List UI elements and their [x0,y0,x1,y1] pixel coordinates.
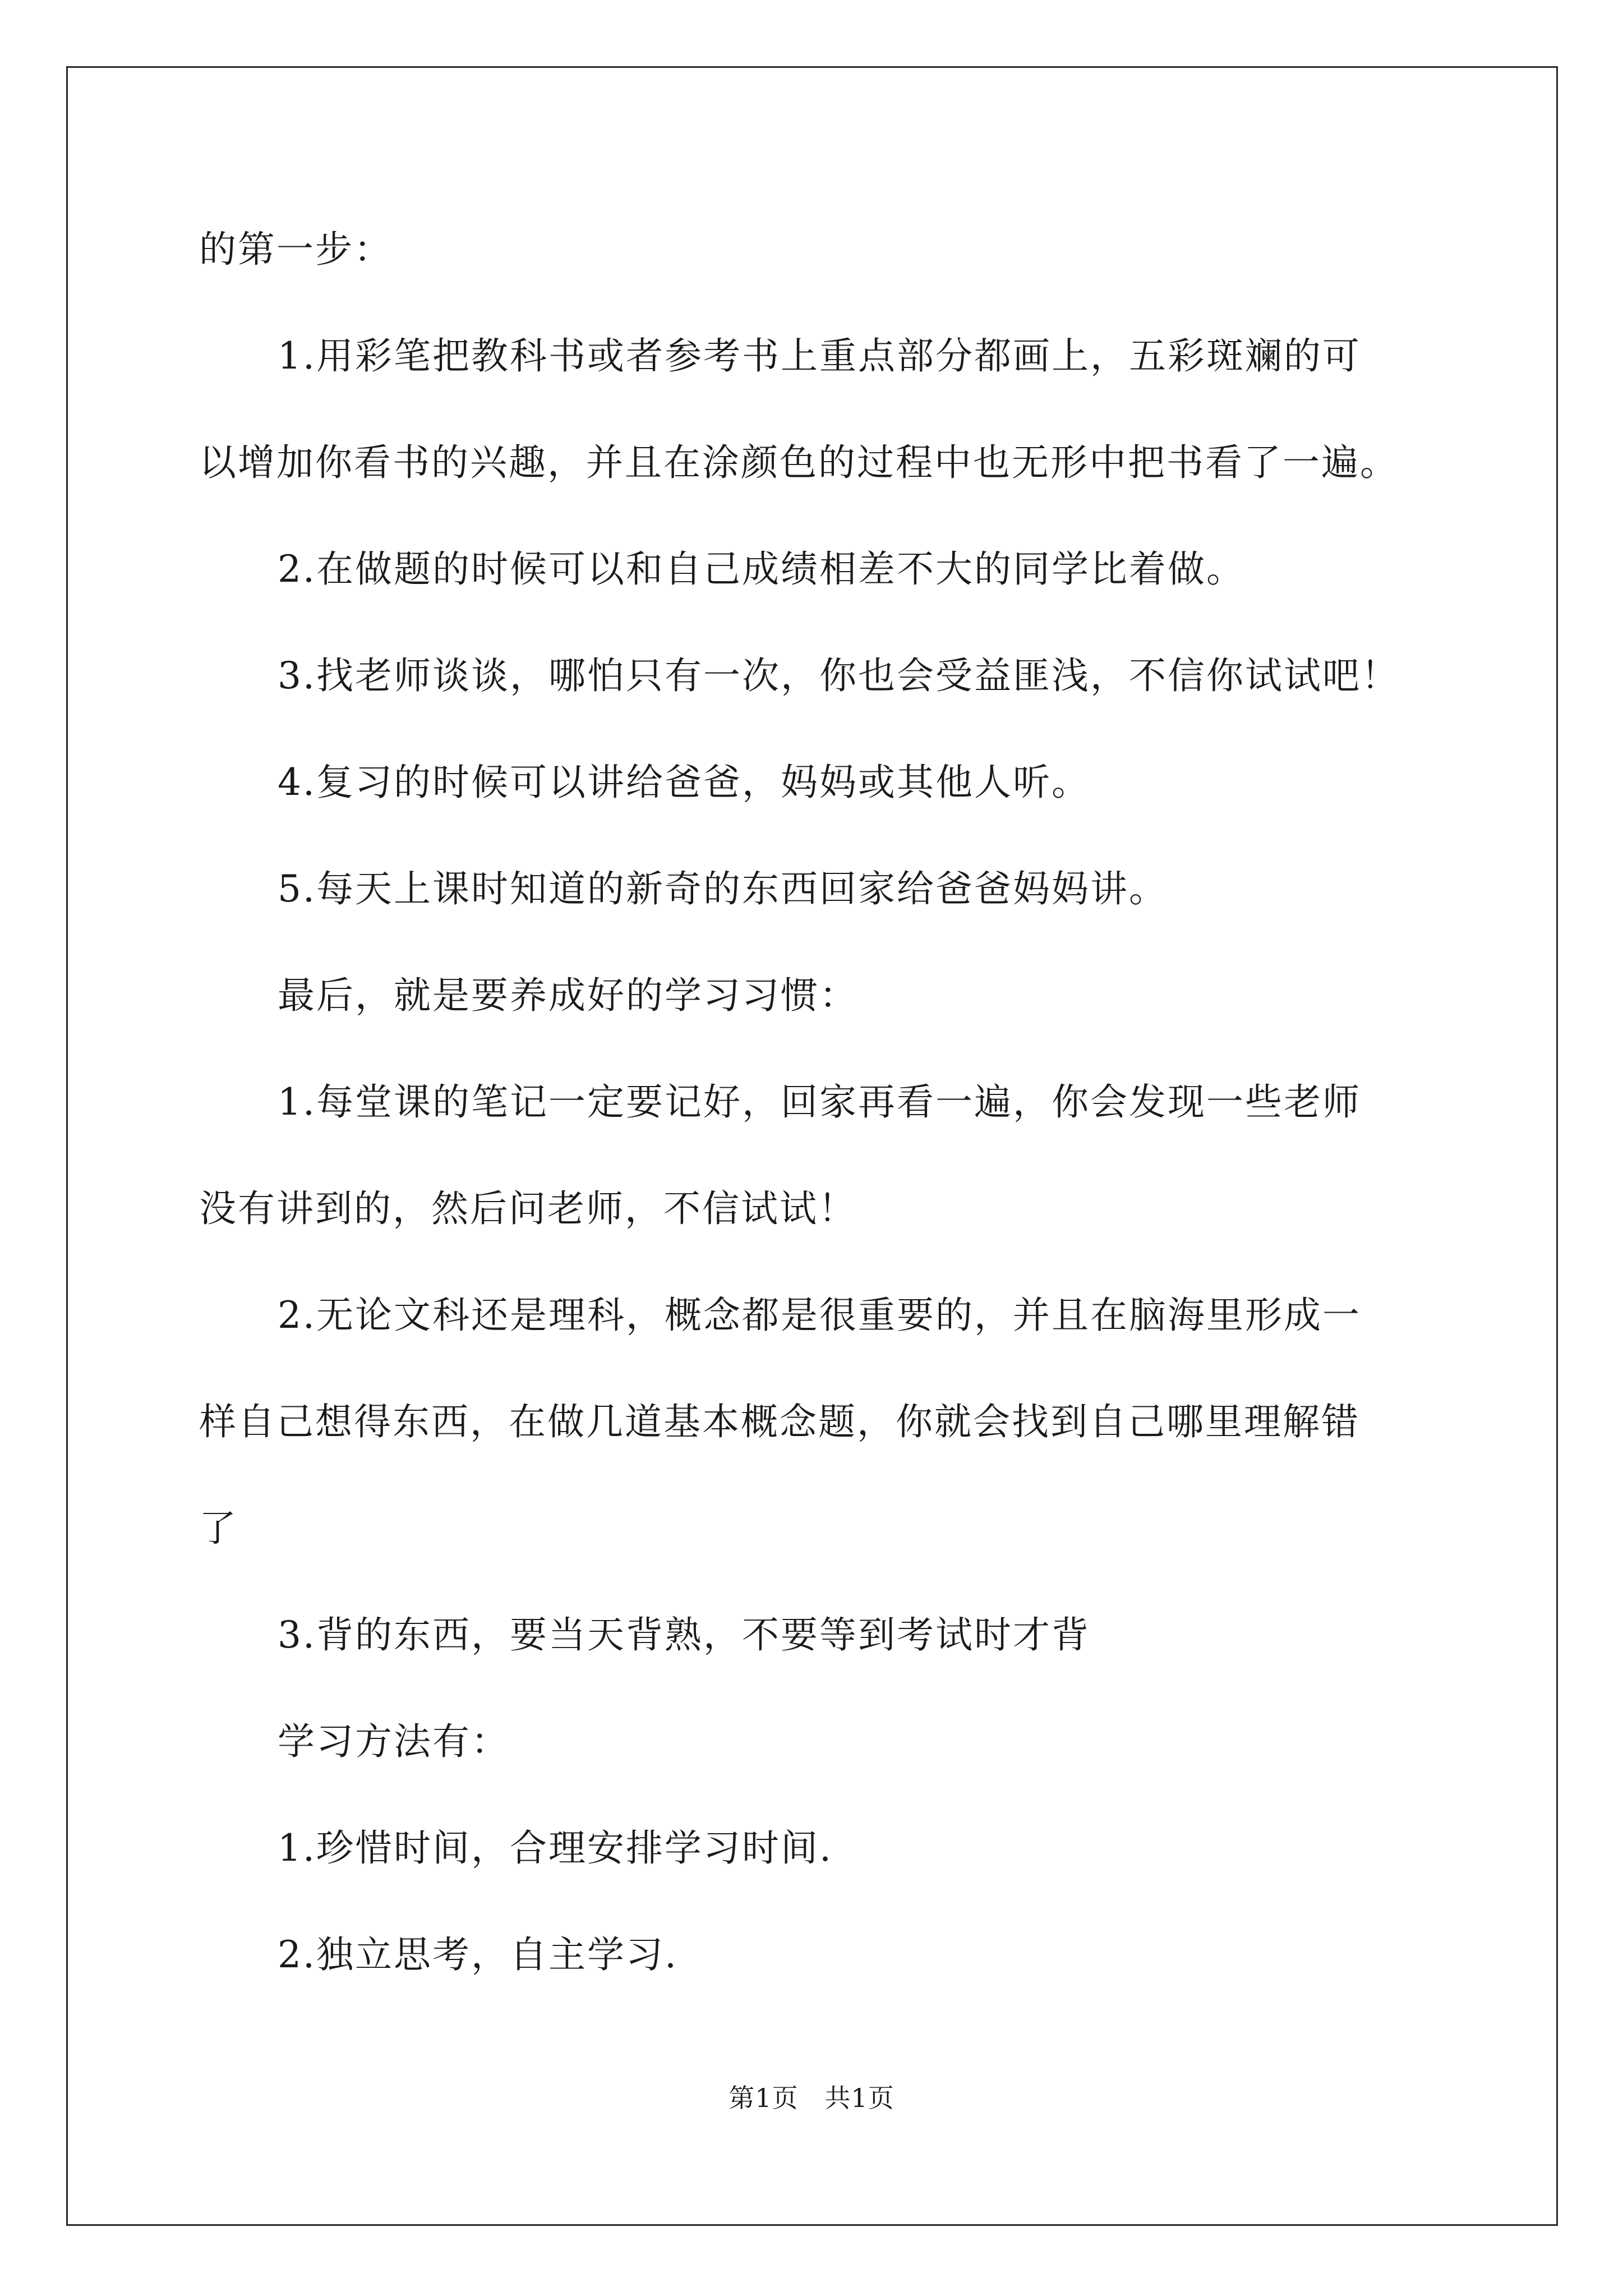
text-line: 以增加你看书的兴趣，并且在涂颜色的过程中也无形中把书看了一遍。 [199,441,1399,484]
text-line: 4.复习的时候可以讲给爸爸，妈妈或其他人听。 [278,761,1090,804]
text-line: 5.每天上课时知道的新奇的东西回家给爸爸妈妈讲。 [278,867,1168,910]
text-line: 了 [199,1507,238,1550]
text-line: 1.珍惜时间，合理安排学习时间. [278,1826,833,1870]
text-line: 2.在做题的时候可以和自己成绩相差不大的同学比着做。 [278,547,1245,591]
text-line: 学习方法有： [278,1720,510,1763]
text-line: 的第一步： [199,228,393,271]
text-line: 1.每堂课的笔记一定要记好，回家再看一遍，你会发现一些老师 [278,1080,1361,1124]
text-line: 1.用彩笔把教科书或者参考书上重点部分都画上，五彩斑斓的可 [278,334,1361,378]
text-line: 2.独立思考，自主学习. [278,1933,678,1976]
text-line: 样自己想得东西，在做几道基本概念题，你就会找到自己哪里理解错 [199,1400,1360,1443]
page-number: 第1页 共1页 [728,2083,895,2113]
text-line: 最后，就是要养成好的学习习惯： [278,974,858,1017]
text-line: 3.背的东西，要当天背熟，不要等到考试时才背 [278,1613,1090,1657]
text-line: 3.找老师谈谈，哪怕只有一次，你也会受益匪浅，不信你试试吧！ [278,654,1400,697]
page-border [66,66,1558,2226]
text-line: 没有讲到的，然后问老师，不信试试！ [199,1187,857,1230]
text-line: 2.无论文科还是理科，概念都是很重要的，并且在脑海里形成一 [278,1294,1361,1337]
